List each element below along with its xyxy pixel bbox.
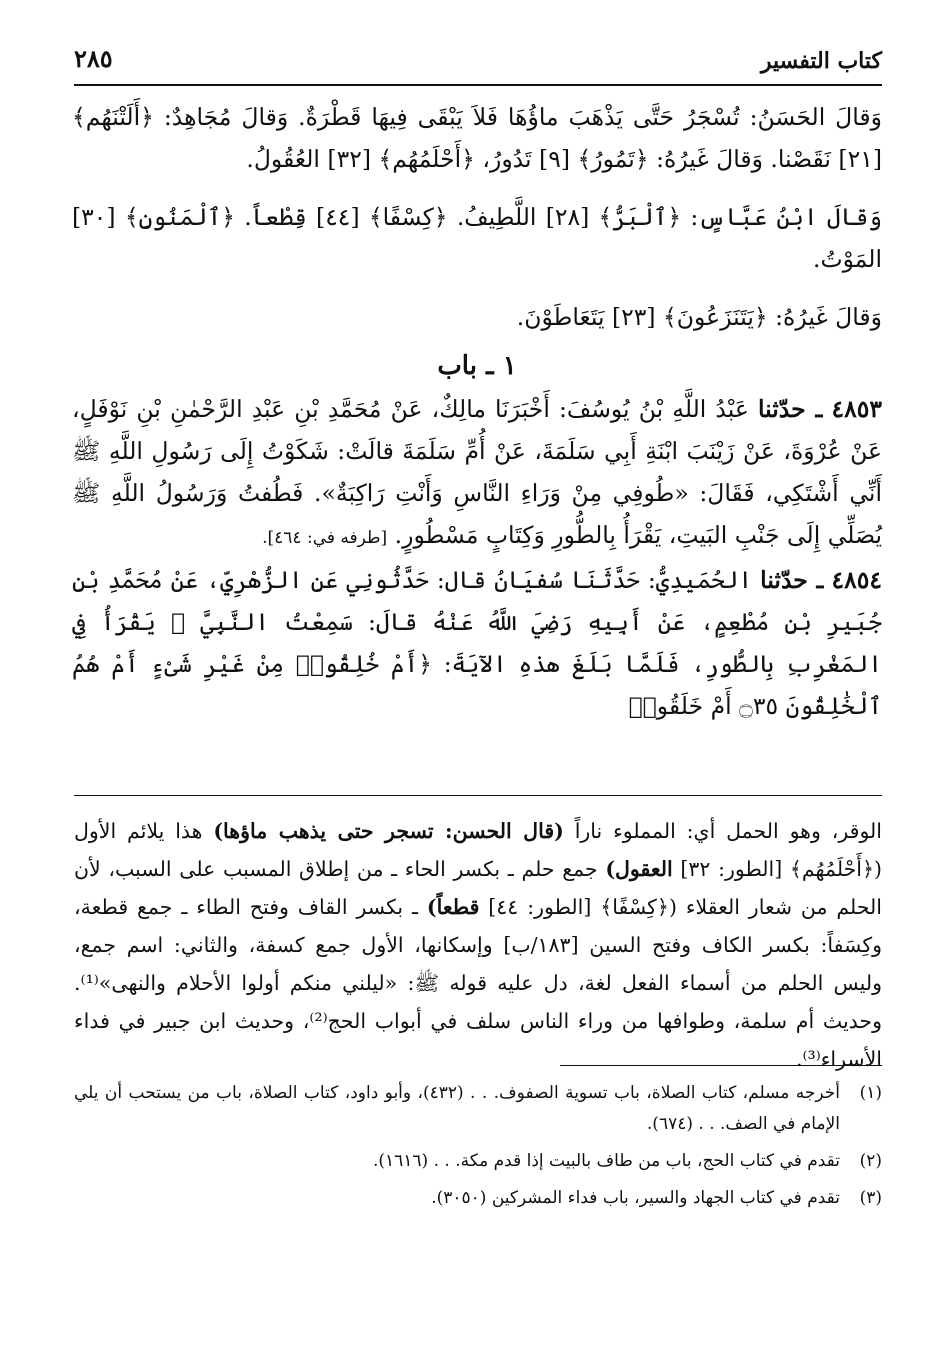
commentary-divider [74,795,882,796]
commentary-span: هذا يلائم الأول (﴿أَحْلَمُهُم﴾ [الطور: ٣٢] [74,819,883,881]
main-text [72,96,882,727]
hadith-lead: ـ حدّثنا [758,395,823,423]
hadith-4854 [72,559,882,727]
hadith-text: عَبْدُ اللَّهِ بْنُ يُوسُفَ: أَخْبَرَنَا مالِكٌ، عَنْ مُحَمَّدِ بْنِ عَبْدِ الرَّحْمٰنِ بْنِ نَوْفَلٍ، عَنْ عُرْوَةَ، عَنْ زَيْنَبَ ابْنَةِ أَبِي سَلَمَةَ، عَنْ أُمِّ سَلَمَةَ قالَتْ: شَكَوْتُ إِلَى رَسُولِ اللَّهِ ﷺ أَنِّي أَشْتَكِي، فَقَالَ: «طُوفِي مِنْ وَرَاءِ النَّاسِ وَأَنْتِ رَاكِبَةٌ». فَطُفتُ وَرَسُولُ اللَّهِ ﷺ يُصَلِّي إِلَى جَنْبِ البَيتِ، يَقْرَأُ بِالطُّورِ وَكِتَابٍ مَسْطُورٍ. [72,395,882,549]
hadith-lead: ـ حدّثنا [760,566,824,594]
footnote-text: أخرجه مسلم، كتاب الصلاة، باب تسوية الصفوف. . . (٤٣٢)، وأبو داود، كتاب الصلاة، باب من يستحب أن يلي الإمام في الصف. . . (٦٧٤). [74,1083,840,1134]
footnote [74,1078,882,1140]
footnote-text: تقدم في كتاب الحج، باب من طاف بالبيت إذا قدم مكة. . . (١٦١٦). [372,1151,840,1171]
page-number: ٢٨٥ [74,44,113,73]
commentary-span: جمع حلم ـ بكسر الحاء ـ من إطلاق المسبب على السبب، لأن الحلم من شعار العقلاء (﴿كِسْفًا﴾ [الطور: ٤٤] [74,857,882,919]
hadith-number: ٤٨٥٤ [831,566,882,594]
commentary-span: الوقر، وهو الحمل أي: المملوء ناراً [563,819,882,843]
footnote-number: (٢) [859,1151,882,1171]
paragraph-ibn-abbas: وَقالَ ابْنُ عَبَّاسٍ: ﴿ٱلْبَرُّ﴾ [٢٨] اللَّطِيفُ. ﴿كِسْفًا﴾ [٤٤] قِطْعاً. ﴿ٱلْمَنُونِ﴾ [٣٠] المَوْتُ. [72,203,882,273]
hadith-reference: [طرفه في: ٤٦٤]. [262,528,388,548]
footnote-number: (١) [859,1083,882,1103]
book-title: كتاب التفسير [760,48,882,74]
footnotes [74,1078,882,1220]
hadith-number: ٤٨٥٣ [831,395,882,423]
footnote [74,1146,882,1177]
commentary [74,812,882,1078]
commentary-span: ـ بكسر القاف وفتح الطاء ـ جمع قطعة، وكِسَفاً: بكسر الكاف وفتح السين [١٨٣/ب] وإسكانها، الأول جمع كسفة، والثاني: اسم جمع، وليس الحلم من أسماء الفعل لغة، دل عليه قوله ﷺ: «ليلني منكم أولوا الأحلام والنهى»⁽¹⁾. وحديث أم سلمة، وطوافها من وراء الناس سلف في أبواب الحج⁽²⁾، وحديث ابن جبير في فداء الأسراء⁽³⁾. [74,895,882,1071]
footnote-divider [560,1065,882,1066]
page-header [74,38,882,86]
footnote-text: تقدم في كتاب الجهاد والسير، باب فداء المشركين (٣٠٥٠). [431,1188,840,1208]
commentary-bold: (قال الحسن: تسجر حتى يذهب ماؤها) [213,819,564,843]
paragraph-ghairuhu: وَقالَ غَيرُهُ: ﴿يَتَنَزَعُونَ﴾ [٢٣] يَتَعَاطَوْنَ. [516,303,882,331]
hadith-text: الحُمَيدِيُّ: حَدَّثَنَا سُفيَانُ قال: حَدَّثُونِي عَنِ الزُّهْرِيِّ، عَنْ مُحَمَّدِ بْنِ جُبَيرِ بْنِ مُطْعِمٍ، عَنْ أَبِيهِ رَضِيَ اللَّهُ عَنْهُ قالَ: سَمِعْتُ النَّبِيَّ ﷺ يَقْرَأُ فِي المَغْرِبِ بِالطُّورِ، فَلَمَّا بَلَغَ هذهِ الآيَةَ: ﴿أَمْ خُلِقُوا۟ مِنْ غَيْرِ شَىْءٍ أَمْ هُمُ ٱلْخَٰلِقُونَ ۝٣٥ أَمْ خَلَقُوا۟ [72,566,882,720]
footnote [74,1183,882,1214]
commentary-bold: العقول) [605,857,673,881]
paragraph-hasan: وَقالَ الحَسَنُ: تُسْجَرُ حَتَّى يَذْهَبَ ماؤُهَا فَلاَ يَبْقَى فِيهَا قَطْرَةٌ. وَقالَ مُجَاهِدٌ: ﴿أَلَتْنَهُم﴾ [٢١] نَقَصْنا. وَقالَ غَيرُهُ: ﴿تَمُورُ﴾ [٩] تَدُورُ، ﴿أَحْلَمُهُم﴾ [٣٢] العُقُولُ. [72,103,882,173]
footnote-number: (٣) [859,1188,882,1208]
chapter-heading: ١ ـ باب [437,351,517,381]
commentary-text [74,812,882,1078]
hadith-4853 [72,388,882,559]
commentary-bold: قطعاً) [426,895,480,919]
